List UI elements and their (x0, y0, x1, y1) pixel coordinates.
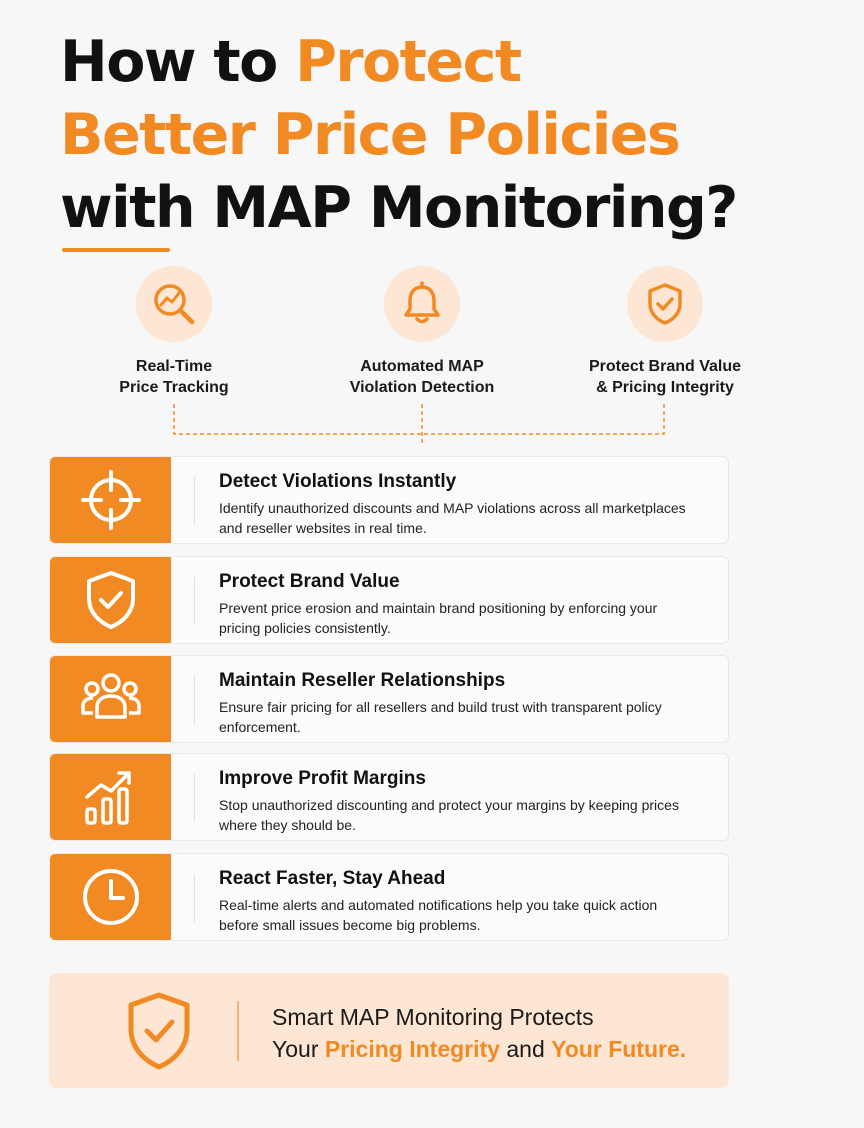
title-line-2: Better Price Policies (60, 102, 680, 168)
title-line-3: with MAP Monitoring? (60, 175, 737, 241)
growth-chart-icon (81, 765, 141, 829)
card-divider (194, 774, 195, 822)
card-icon-box (50, 557, 171, 643)
card-title: Maintain Reseller Relationships (219, 670, 506, 691)
feature-row (0, 0, 864, 450)
card-title: Improve Profit Margins (219, 768, 426, 789)
title-plain-text: How to (60, 29, 296, 95)
banner-line-1: Smart MAP Monitoring Protects (272, 1004, 594, 1030)
benefit-card-profit-margins (49, 753, 729, 841)
banner-highlight-your-future: Your Future. (551, 1036, 687, 1062)
card-divider (194, 676, 195, 724)
card-icon-box (50, 457, 171, 543)
benefit-card-detect-violations (49, 456, 729, 544)
shield-check-icon (81, 568, 141, 632)
card-title: Detect Violations Instantly (219, 471, 457, 492)
card-title: Protect Brand Value (219, 571, 400, 592)
benefit-card-protect-brand (49, 556, 729, 644)
banner-highlight-pricing-integrity: Pricing Integrity (324, 1036, 500, 1062)
benefit-card-react-faster (49, 853, 729, 941)
card-description: Identify unauthorized discounts and MAP violations across all marketplaces and reseller websites in real time. (219, 500, 686, 536)
clock-icon (79, 865, 143, 929)
card-icon-box (50, 854, 171, 940)
summary-banner (49, 973, 729, 1088)
benefit-card-reseller-relationships (49, 655, 729, 743)
banner-line-2 (272, 1036, 686, 1062)
feature-label: Protect Brand Value & Pricing Integrity (588, 358, 742, 396)
feature-label: Automated MAP Violation Detection (349, 358, 495, 396)
feature-label: Real-Time Price Tracking (119, 358, 229, 396)
card-title: React Faster, Stay Ahead (219, 868, 446, 889)
card-description: Stop unauthorized discounting and protect your margins by keeping prices where they should be. (219, 797, 679, 833)
card-divider (194, 874, 195, 922)
card-description: Ensure fair pricing for all resellers and build trust with transparent policy enforcement. (219, 699, 662, 735)
feature-connector-lines (0, 0, 864, 450)
card-description: Prevent price erosion and maintain brand positioning by enforcing your pricing policies consistently. (219, 600, 658, 636)
card-divider (194, 577, 195, 625)
banner-text-plain: and (499, 1036, 552, 1062)
target-icon (79, 468, 143, 532)
title-accent-text: Protect (295, 29, 521, 95)
shield-check-icon (125, 991, 193, 1071)
card-icon-box (50, 656, 171, 742)
banner-text-plain: Your (272, 1036, 325, 1062)
banner-text (272, 1001, 686, 1065)
banner-divider (237, 1001, 239, 1061)
card-icon-box (50, 754, 171, 840)
card-divider (194, 477, 195, 525)
card-description: Real-time alerts and automated notifications help you take quick action before small issues become big problems. (219, 897, 658, 933)
users-icon (79, 669, 143, 729)
